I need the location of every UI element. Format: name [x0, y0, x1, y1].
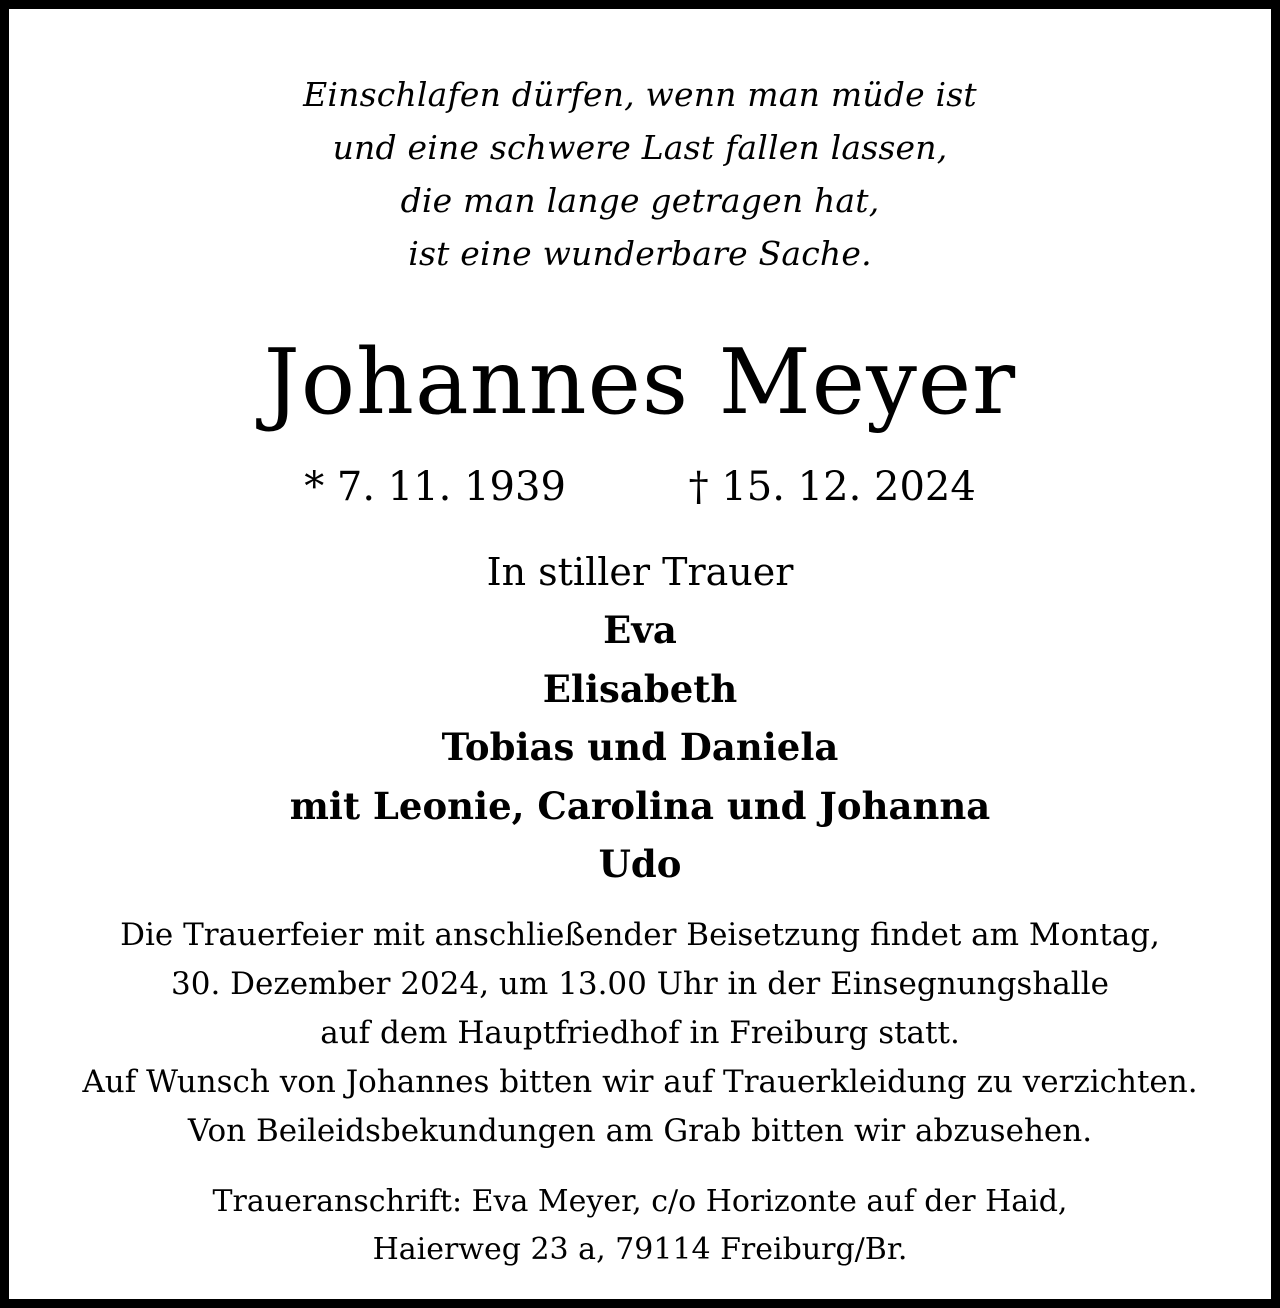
ceremony-line: Auf Wunsch von Johannes bitten wir auf Trauerkleidung zu verzichten.	[82, 1064, 1198, 1100]
poem-line: die man lange getragen hat,	[400, 181, 880, 220]
poem-line: ist eine wunderbare Sache.	[408, 234, 872, 273]
mourner-name: Udo	[598, 842, 682, 886]
ceremony-line: 30. Dezember 2024, um 13.00 Uhr in der Einsegnungshalle	[171, 966, 1109, 1002]
mourning-intro: In stiller Trauer	[486, 550, 794, 594]
mourner-name: Tobias und Daniela	[441, 725, 839, 769]
mourner-name: Eva	[603, 608, 677, 652]
memorial-poem	[18, 68, 1262, 280]
mourner-name: mit Leonie, Carolina und Johanna	[289, 783, 991, 828]
birth-date: * 7. 11. 1939	[304, 464, 566, 510]
ceremony-line: Von Beileidsbekundungen am Grab bitten wir abzusehen.	[187, 1113, 1093, 1149]
poem-line: und eine schwere Last fallen lassen,	[332, 128, 948, 167]
life-dates	[18, 461, 1262, 513]
address-line: Traueranschrift: Eva Meyer, c/o Horizonte auf der Haid,	[212, 1184, 1068, 1219]
death-date: † 15. 12. 2024	[688, 464, 976, 510]
ceremony-line: auf dem Hauptfriedhof in Freiburg statt.	[320, 1015, 960, 1051]
mourner-name: Elisabeth	[542, 666, 738, 711]
obituary-content	[18, 18, 1262, 1290]
poem-line: Einschlafen dürfen, wenn man müde ist	[303, 75, 977, 114]
address-line: Haierweg 23 a, 79114 Freiburg/Br.	[372, 1232, 908, 1267]
ceremony-line: Die Trauerfeier mit anschließender Beisetzung findet am Montag,	[120, 917, 1160, 953]
deceased-name: Johannes Meyer	[263, 330, 1017, 435]
mourners-list	[18, 601, 1262, 894]
mourning-address	[18, 1178, 1262, 1274]
ceremony-notice	[18, 911, 1262, 1156]
